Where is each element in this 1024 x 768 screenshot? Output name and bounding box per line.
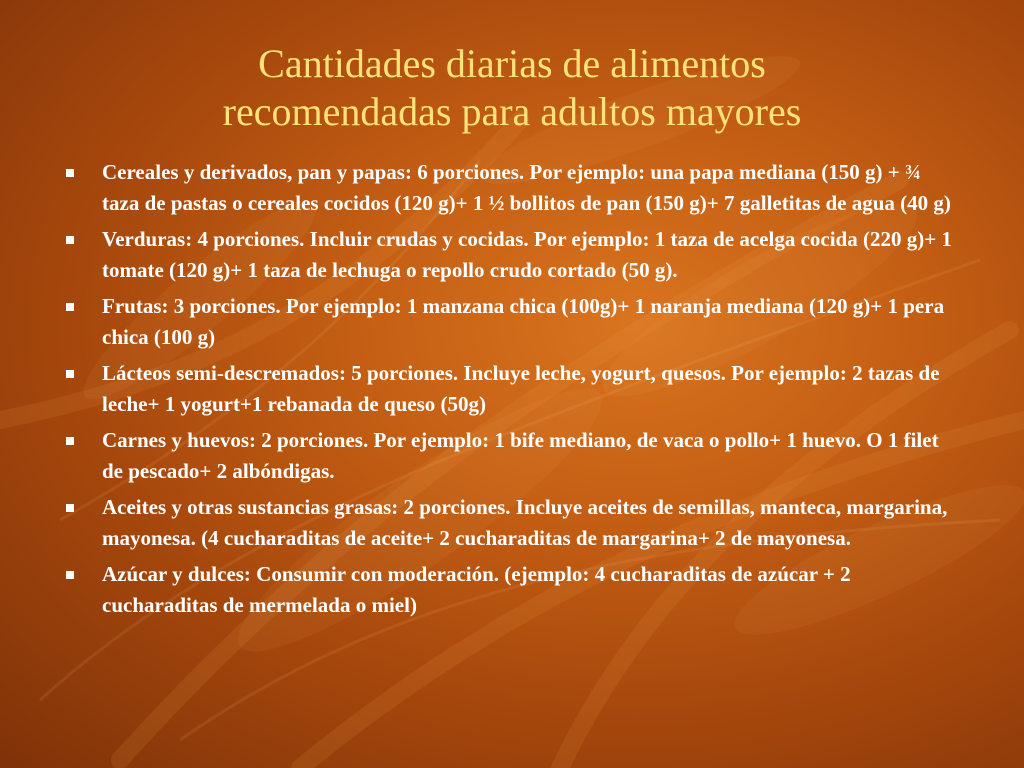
square-bullet-icon — [66, 437, 74, 445]
list-item — [62, 157, 962, 219]
bullet-text: Carnes y huevos: 2 porciones. Por ejemplo: 1 bife mediano, de vaca o pollo+ 1 huevo. O 1 filet de pescado+ 2 albóndigas. — [102, 428, 939, 483]
square-bullet-icon — [66, 303, 74, 311]
bullet-text: Azúcar y dulces: Consumir con moderación. (ejemplo: 4 cucharaditas de azúcar + 2 cucharaditas de mermelada o miel) — [102, 562, 851, 617]
square-bullet-icon — [66, 370, 74, 378]
square-bullet-icon — [66, 504, 74, 512]
bullet-text: Frutas: 3 porciones. Por ejemplo: 1 manzana chica (100g)+ 1 naranja mediana (120 g)+ 1 pera chica (100 g) — [102, 294, 945, 349]
bullet-text: Verduras: 4 porciones. Incluir crudas y cocidas. Por ejemplo: 1 taza de acelga cocida (220 g)+ 1 tomate (120 g)+ 1 taza de lechuga o repollo crudo cortado (50 g). — [102, 227, 952, 282]
square-bullet-icon — [66, 571, 74, 579]
title-line-1: Cantidades diarias de alimentos — [258, 41, 766, 86]
square-bullet-icon — [66, 236, 74, 244]
title-line-2: recomendadas para adultos mayores — [222, 89, 802, 134]
bullet-text: Cereales y derivados, pan y papas: 6 porciones. Por ejemplo: una papa mediana (150 g) + ¾ taza de pastas o cereales cocidos (120 g)+ 1 ½ bollitos de pan (150 g)+ 7 galletitas de agua (40 g) — [102, 160, 951, 215]
list-item — [62, 291, 962, 353]
list-item — [62, 492, 962, 554]
square-bullet-icon — [66, 169, 74, 177]
list-item — [62, 224, 962, 286]
bullet-text: Lácteos semi-descremados: 5 porciones. Incluye leche, yogurt, quesos. Por ejemplo: 2 tazas de leche+ 1 yogurt+1 rebanada de queso (50g) — [102, 361, 940, 416]
list-item — [62, 358, 962, 420]
list-item — [62, 425, 962, 487]
bullet-text: Aceites y otras sustancias grasas: 2 porciones. Incluye aceites de semillas, manteca, margarina, mayonesa. (4 cucharaditas de aceite+ 2 cucharaditas de margarina+ 2 de mayonesa. — [102, 495, 948, 550]
slide-title — [60, 40, 964, 136]
bullet-list — [62, 157, 962, 626]
list-item — [62, 559, 962, 621]
